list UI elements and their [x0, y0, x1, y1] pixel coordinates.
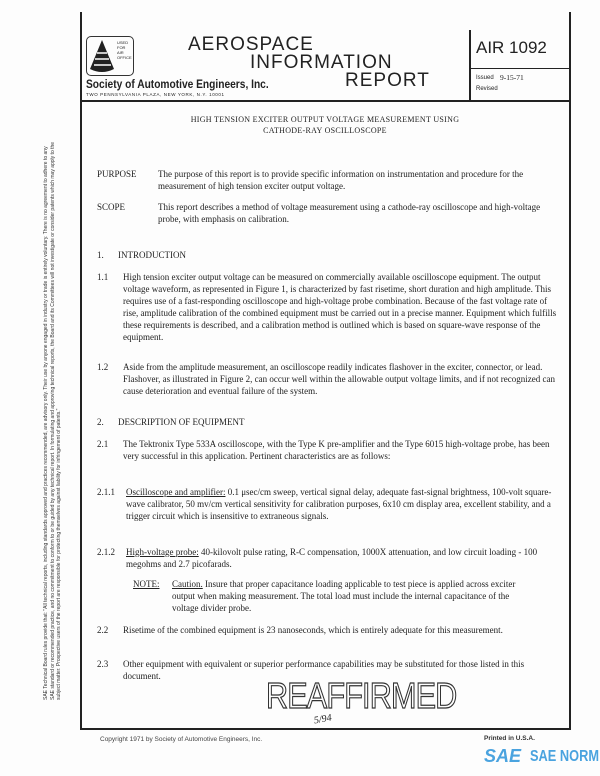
issued-label: Issued: [476, 75, 494, 81]
note-body: Insure that proper capacitance loading applicable to test piece is applied across exciter output when making measurement. The total load must include the internal capacitance of the voltage divider probe.: [172, 579, 516, 613]
doc-number: AIR 1092: [476, 38, 547, 57]
para-1-2-number: 1.2: [97, 362, 109, 372]
sae-norm-watermark: SAE NORM: [530, 748, 599, 765]
para-1-2-text: Aside from the amplitude measurement, an oscilloscope readily indicates flashover in the exciter, connector, or lead. Flashover, as illustrated in Figure 2, can occur well within the allowable output voltage limits, and if not recognized can cause deterioration and eventual failure of the system.: [123, 362, 556, 396]
footer-line: [80, 728, 570, 730]
org-name: Society of Automotive Engineers, Inc.: [86, 77, 269, 91]
para-2-1-text: The Tektronix Type 533A oscilloscope, with the Type K pre-amplifier and the Type 6015 high-voltage probe, has been very successful in this application. Pertinent characteristics are as follows:: [123, 439, 550, 461]
para-2-1-1-number: 2.1.1: [97, 487, 115, 497]
para-2-1-2-label: High-voltage probe:: [126, 547, 199, 557]
sae-logo: [86, 36, 134, 76]
sae-disclaimer: SAE Technical Board rules provide that: "All technical reports, including standards approved and practices recommended, are advisory only. Their use by anyone engaged in industry or trade is entirely voluntary. There is no agreement to adhere to any SAE standard or recommended practice, and no commitment to conform to or be guided by any technical report. In formulating and approving technical reports, the Board and its Committees will not investigate or consider patents which may apply to the subject matter. Prospective users of the report are responsible for protecting themselves against liability for infringement of patents.": [43, 141, 62, 700]
header-divider: [80, 100, 570, 102]
section-2-heading: DESCRIPTION OF EQUIPMENT: [118, 417, 245, 427]
para-2-1-2-text: [126, 546, 563, 570]
section-2-number: 2.: [97, 417, 104, 427]
para-2-1-1-body: 0.1 μsec/cm sweep, vertical signal delay, adequate fast-signal brightness, 100-volt square-wave calibrator, 50 mv/cm vertical sensitivity for calibration purposes, 6x10 cm display area, excellent stability, and a trigger circuit which is insensitive to extraneous signals.: [126, 487, 552, 521]
note-caution: Caution.: [172, 579, 203, 589]
sae-emblem-icon: [89, 39, 115, 73]
reaffirmed-stamp: REAFFIRMED: [266, 675, 457, 716]
para-2-3-number: 2.3: [97, 659, 109, 669]
sae-watermark-logo: SAE: [484, 746, 522, 766]
header-title-1: AEROSPACE: [188, 34, 314, 55]
para-2-2-text: Risetime of the combined equipment is 23 nanoseconds, which is entirely adequate for this measurement.: [123, 625, 503, 635]
revised-label: Revised: [476, 86, 498, 92]
para-2-1-1-label: Oscilloscope and amplifier:: [126, 487, 226, 497]
para-1-1-text: High tension exciter output voltage can be measured on commercially available oscilloscope equipment. The output voltage waveform, as represented in Figure 1, is characterized by fast risetime, short duration and high amplitude. This requires use of a fast-responding oscilloscope and high-voltage probe combination. Because of the fast voltage rate of rise, amplitude calibration of the combined equipment must be carried out in a precise manner. Equipment which fulfills these requirements is described, and a calibration method is outlined which is based on square-wave response of the equipment.: [123, 272, 557, 342]
section-1-heading: INTRODUCTION: [118, 250, 186, 260]
doc-title-line2: CATHODE-RAY OSCILLOSCOPE: [263, 126, 387, 135]
header-vdivider: [469, 30, 471, 100]
stamp-date: 5/94: [313, 712, 333, 727]
note-label: [133, 578, 160, 590]
docnum-divider: [469, 68, 570, 69]
purpose-label: PURPOSE: [97, 169, 137, 179]
section-1-number: 1.: [97, 250, 104, 260]
para-2-1-2-body: 40-kilovolt pulse rating, R-C compensation, 1000X attenuation, and low circuit loading - 100 megohms and 2.7 picofarads.: [126, 547, 538, 569]
para-2-1-2-number: 2.1.2: [97, 547, 115, 557]
purpose-text: The purpose of this report is to provide specific information on instrumentation and procedure for the measurement of high tension exciter output voltage.: [158, 169, 524, 191]
org-address: TWO PENNSYLVANIA PLAZA, NEW YORK, N.Y. 10001: [86, 92, 225, 97]
scope-label: SCOPE: [97, 202, 126, 212]
logo-text: USED FOR AIR OFFICE: [117, 40, 132, 60]
copyright: Copyright 1971 by Society of Automotive Engineers, Inc.: [100, 736, 263, 743]
note-text: [172, 578, 527, 614]
para-2-1-number: 2.1: [97, 439, 109, 449]
header-title-3: REPORT: [345, 70, 430, 91]
para-2-2-number: 2.2: [97, 625, 109, 635]
scope-text: This report describes a method of voltage measurement using a cathode-ray oscilloscope and high-voltage probe, with emphasis on calibration.: [158, 202, 541, 224]
para-1-1-number: 1.1: [97, 272, 109, 282]
printed-in: Printed in U.S.A.: [484, 735, 535, 742]
para-2-1-1-text: [126, 486, 563, 522]
para-2-3-text: Other equipment with equivalent or superior performance capabilities may be substituted for those listed in this document.: [123, 659, 525, 681]
note-label-text: NOTE:: [133, 579, 160, 589]
doc-title-line1: HIGH TENSION EXCITER OUTPUT VOLTAGE MEASUREMENT USING: [190, 115, 460, 124]
issued-date: 9-15-71: [500, 73, 524, 82]
header-title-2: INFORMATION: [250, 52, 393, 73]
